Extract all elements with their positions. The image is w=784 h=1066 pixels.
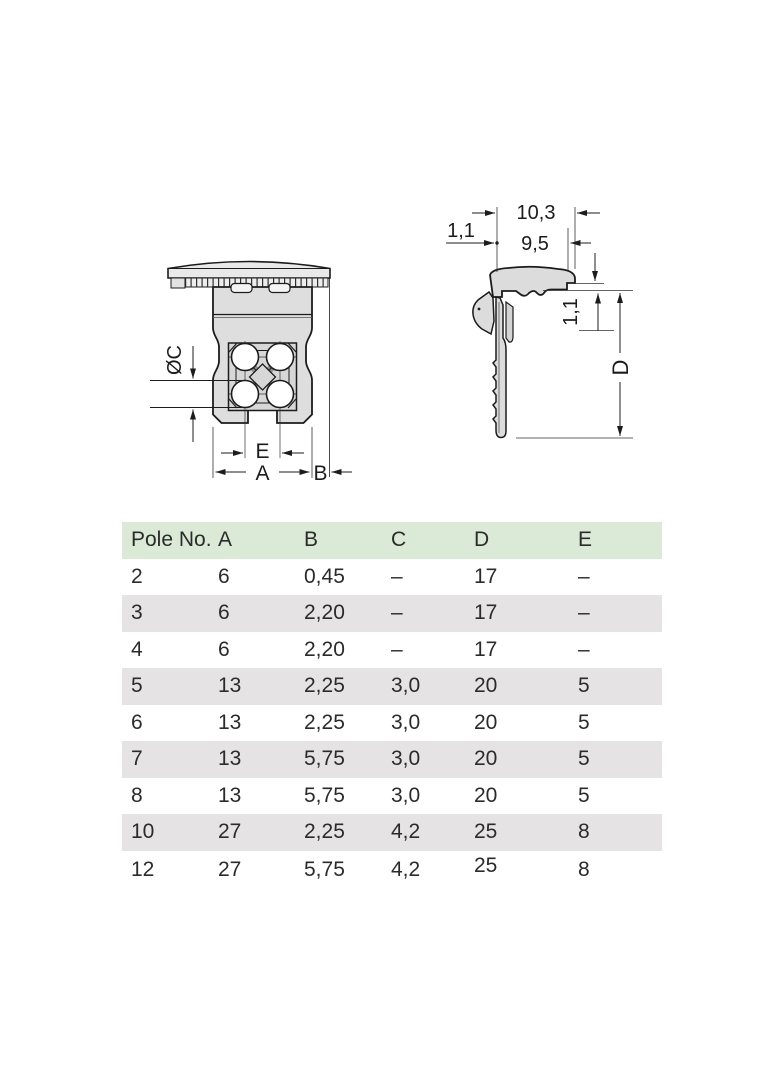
table-cell: 20 [474,783,498,807]
table-cell: 2,20 [304,601,345,625]
front-view [150,262,352,486]
table-cell: 5,75 [304,858,345,882]
dim-label-b: B [313,462,328,485]
dim-label-diameter: ØC [164,345,186,375]
column-header: C [391,528,407,552]
slot-left [231,284,252,293]
table-cell: 25 [474,820,498,844]
table-cell: – [391,564,403,588]
dim-label-e: E [255,440,270,463]
table-cell: 2,20 [304,637,345,661]
column-header: A [218,528,233,552]
dim-label-a: A [255,462,270,485]
table-cell: 0,45 [304,564,345,588]
table-row [122,668,662,705]
table-cell: 13 [218,674,242,698]
table-cell: 5,75 [304,783,345,807]
table-cell: 17 [474,637,498,661]
table-cell: 5,75 [304,747,345,771]
table-row [122,741,662,778]
table-cell: 2,25 [304,710,345,734]
table-cell: 20 [474,710,498,734]
table-cell: 13 [218,710,242,734]
dim-label-d: D [608,359,633,376]
table-cell: 5 [131,674,143,698]
table-cell: – [578,564,590,588]
table-cell: 20 [474,747,498,771]
table-header-row [122,522,662,559]
table-cell: 2,25 [304,674,345,698]
column-header: E [578,528,593,552]
side-leg [493,297,506,438]
table-cell: 10 [131,820,155,844]
table-cell: 6 [218,601,230,625]
table-row [122,705,662,742]
table-cell: 8 [131,783,143,807]
technical-drawing [130,190,680,500]
table-row [122,814,662,851]
table-cell: 3,0 [391,783,421,807]
dim-label-9-5: 9,5 [521,233,549,255]
table-row [122,778,662,815]
table-cell: – [578,637,590,661]
table-cell: 3,0 [391,747,421,771]
table-cell: 5 [578,674,590,698]
table-cell: 3,0 [391,710,421,734]
inner-contact [506,302,513,342]
dim-e [221,440,304,463]
table-cell: 3 [131,601,143,625]
column-header: Pole No. [131,528,212,552]
side-cap-outline [490,267,575,297]
table-cell: 4 [131,637,143,661]
table-cell: 12 [131,858,155,882]
table-cell: 6 [131,710,143,734]
table-cell: 8 [578,858,590,882]
dim-10-3 [472,202,600,224]
table-cell: 5 [578,710,590,734]
table-cell: 2 [131,564,143,588]
table-cell: 4,2 [391,820,421,844]
table-cell: – [391,637,403,661]
dim-label-1-1-left: 1,1 [447,220,475,242]
table-cell: 6 [218,564,230,588]
column-header: B [304,528,319,552]
cap-outline [168,262,330,279]
column-header: D [474,528,490,552]
dim-label-10-3: 10,3 [516,202,556,224]
table-cell: – [391,601,403,625]
dim-1-1-right [560,294,614,332]
table-cell: 7 [131,747,143,771]
table-cell: 27 [218,820,242,844]
dim-b [313,462,352,485]
table-cell: 13 [218,783,242,807]
table-row [122,851,662,891]
table-cell: 25 [474,853,498,877]
table-cell: – [578,601,590,625]
table-cell: 27 [218,858,242,882]
table-body [122,559,662,891]
table-cell: 17 [474,564,498,588]
table-cell: 13 [218,747,242,771]
dim-1-1-left [446,220,494,243]
dim-9-5 [521,233,591,255]
dim-label-1-1-right: 1,1 [560,298,582,326]
table-cell: 17 [474,601,498,625]
table-cell: 6 [218,637,230,661]
table-row [122,559,662,596]
table-cell: 8 [578,820,590,844]
table-cell: 4,2 [391,858,421,882]
table-cell: 20 [474,674,498,698]
dimension-table [122,522,662,890]
latch-hook [473,292,494,334]
table-row [122,632,662,669]
table-cell: 2,25 [304,820,345,844]
table-row [122,595,662,632]
table-cell: 5 [578,747,590,771]
table-cell: 5 [578,783,590,807]
table-cell: 3,0 [391,674,421,698]
slot-right [269,284,290,293]
side-view [446,202,633,438]
